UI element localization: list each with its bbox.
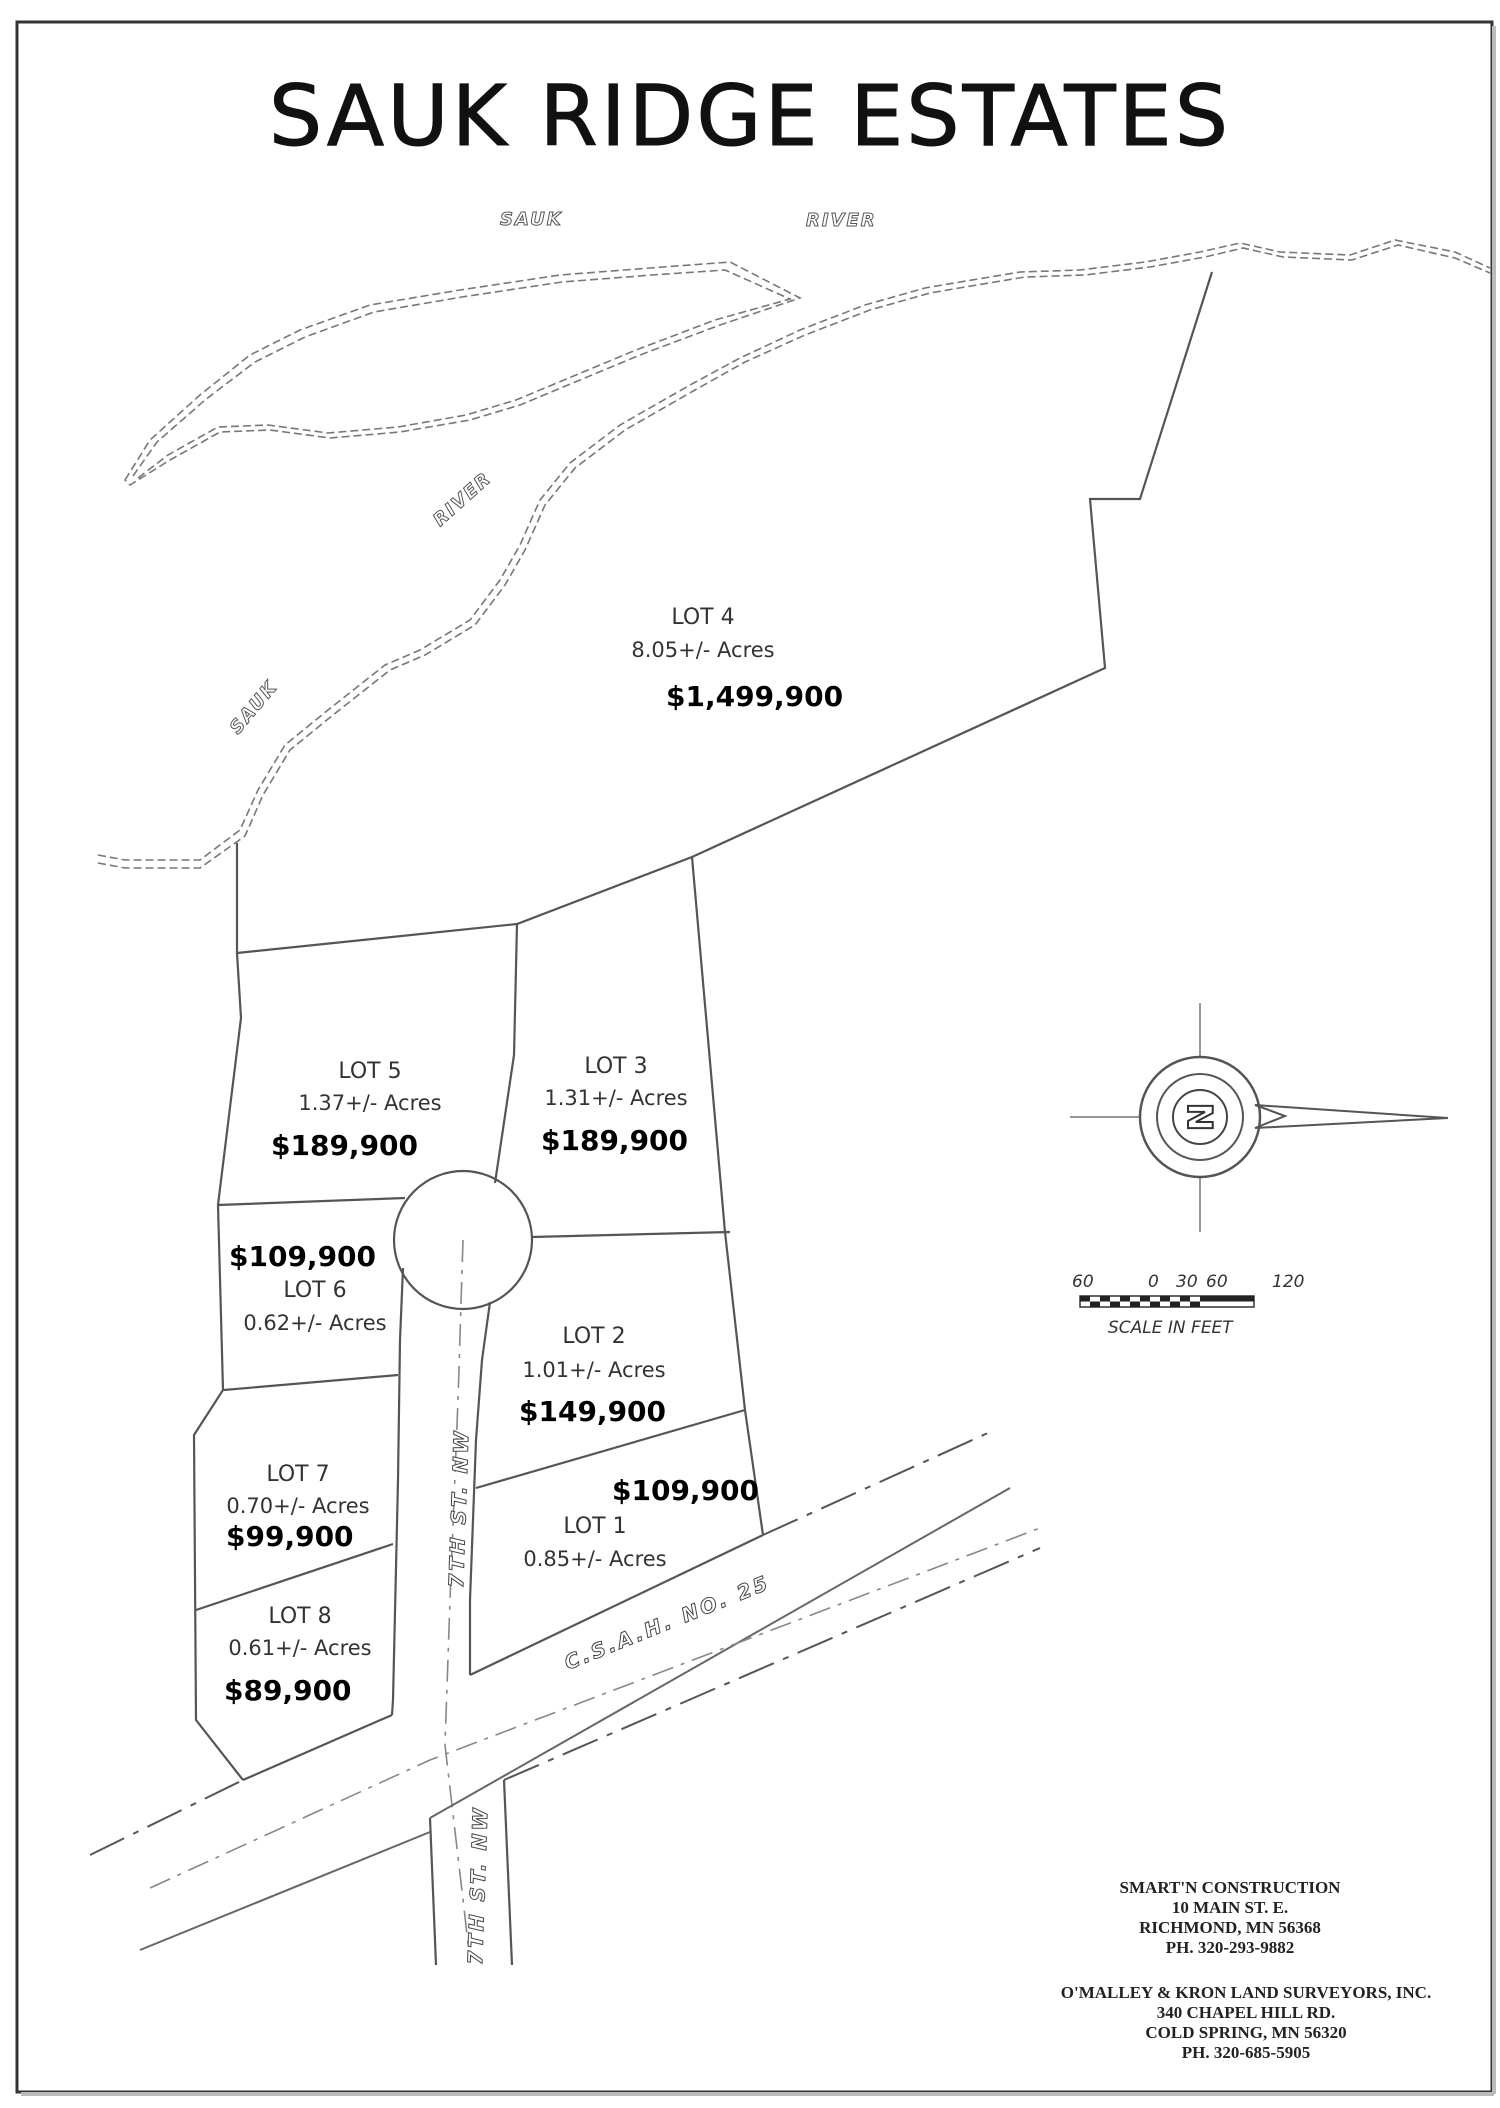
river-label-sauk-top: SAUK [500, 209, 563, 230]
lot-name: LOT 5 [338, 1059, 402, 1084]
river-label-sauk-diag: SAUK [225, 676, 283, 739]
lot-area: 1.31+/- Acres [544, 1086, 688, 1110]
lot-price: $89,900 [224, 1674, 352, 1707]
road-label-highway: C.S.A.H. NO. 25 [560, 1570, 774, 1675]
credit-line: 340 CHAPEL HILL RD. [1156, 2003, 1336, 2022]
scale-caption: SCALE IN FEET [1108, 1318, 1233, 1338]
lot-price: $1,499,900 [666, 680, 844, 713]
lot-area: 0.70+/- Acres [226, 1494, 370, 1518]
lot-name: LOT 7 [266, 1462, 330, 1487]
lot-name: LOT 2 [562, 1324, 626, 1349]
credit-line: PH. 320-293-9882 [1165, 1938, 1295, 1957]
credit-line: SMART'N CONSTRUCTION [1119, 1878, 1341, 1897]
map-title: SAUK RIDGE ESTATES [268, 67, 1232, 165]
lot-name: LOT 4 [671, 605, 735, 630]
scale-tick-label: 60 [1206, 1272, 1228, 1292]
lot-price: $109,900 [229, 1240, 377, 1273]
river-label-river-top: RIVER [806, 210, 877, 231]
lot-price: $189,900 [271, 1129, 419, 1162]
credit-line: 10 MAIN ST. E. [1171, 1898, 1289, 1917]
lot-price: $109,900 [612, 1474, 760, 1507]
river-label-river-diag: RIVER [429, 467, 496, 531]
lot-area: 0.62+/- Acres [243, 1311, 387, 1335]
scale-tick-label: 0 [1148, 1272, 1159, 1292]
north-letter: N [1179, 1102, 1219, 1132]
lot-area: 8.05+/- Acres [631, 638, 775, 662]
credit-line: O'MALLEY & KRON LAND SURVEYORS, INC. [1060, 1983, 1432, 2002]
lot-area: 0.61+/- Acres [228, 1636, 372, 1660]
road-label-7th-st-lower: 7TH ST. NW [463, 1805, 493, 1966]
lot-price: $189,900 [541, 1124, 689, 1157]
lot-name: LOT 8 [268, 1604, 332, 1629]
lot-price: $149,900 [519, 1395, 667, 1428]
credit-line: PH. 320-685-5905 [1181, 2043, 1311, 2062]
lot-name: LOT 3 [584, 1054, 648, 1079]
lot-name: LOT 1 [563, 1514, 627, 1539]
lot-area: 0.85+/- Acres [523, 1547, 667, 1571]
lot-price: $99,900 [226, 1520, 354, 1553]
scale-tick-label: 60 [1072, 1272, 1094, 1292]
lot-area: 1.01+/- Acres [522, 1358, 666, 1382]
credit-line: COLD SPRING, MN 56320 [1145, 2023, 1347, 2042]
lot-area: 1.37+/- Acres [298, 1091, 442, 1115]
road-label-7th-st-upper: 7TH ST. NW [444, 1428, 474, 1589]
lot-name: LOT 6 [283, 1278, 347, 1303]
scale-tick-label: 30 [1176, 1272, 1198, 1292]
credit-line: RICHMOND, MN 56368 [1139, 1918, 1321, 1937]
scale-tick-label: 120 [1272, 1272, 1305, 1292]
